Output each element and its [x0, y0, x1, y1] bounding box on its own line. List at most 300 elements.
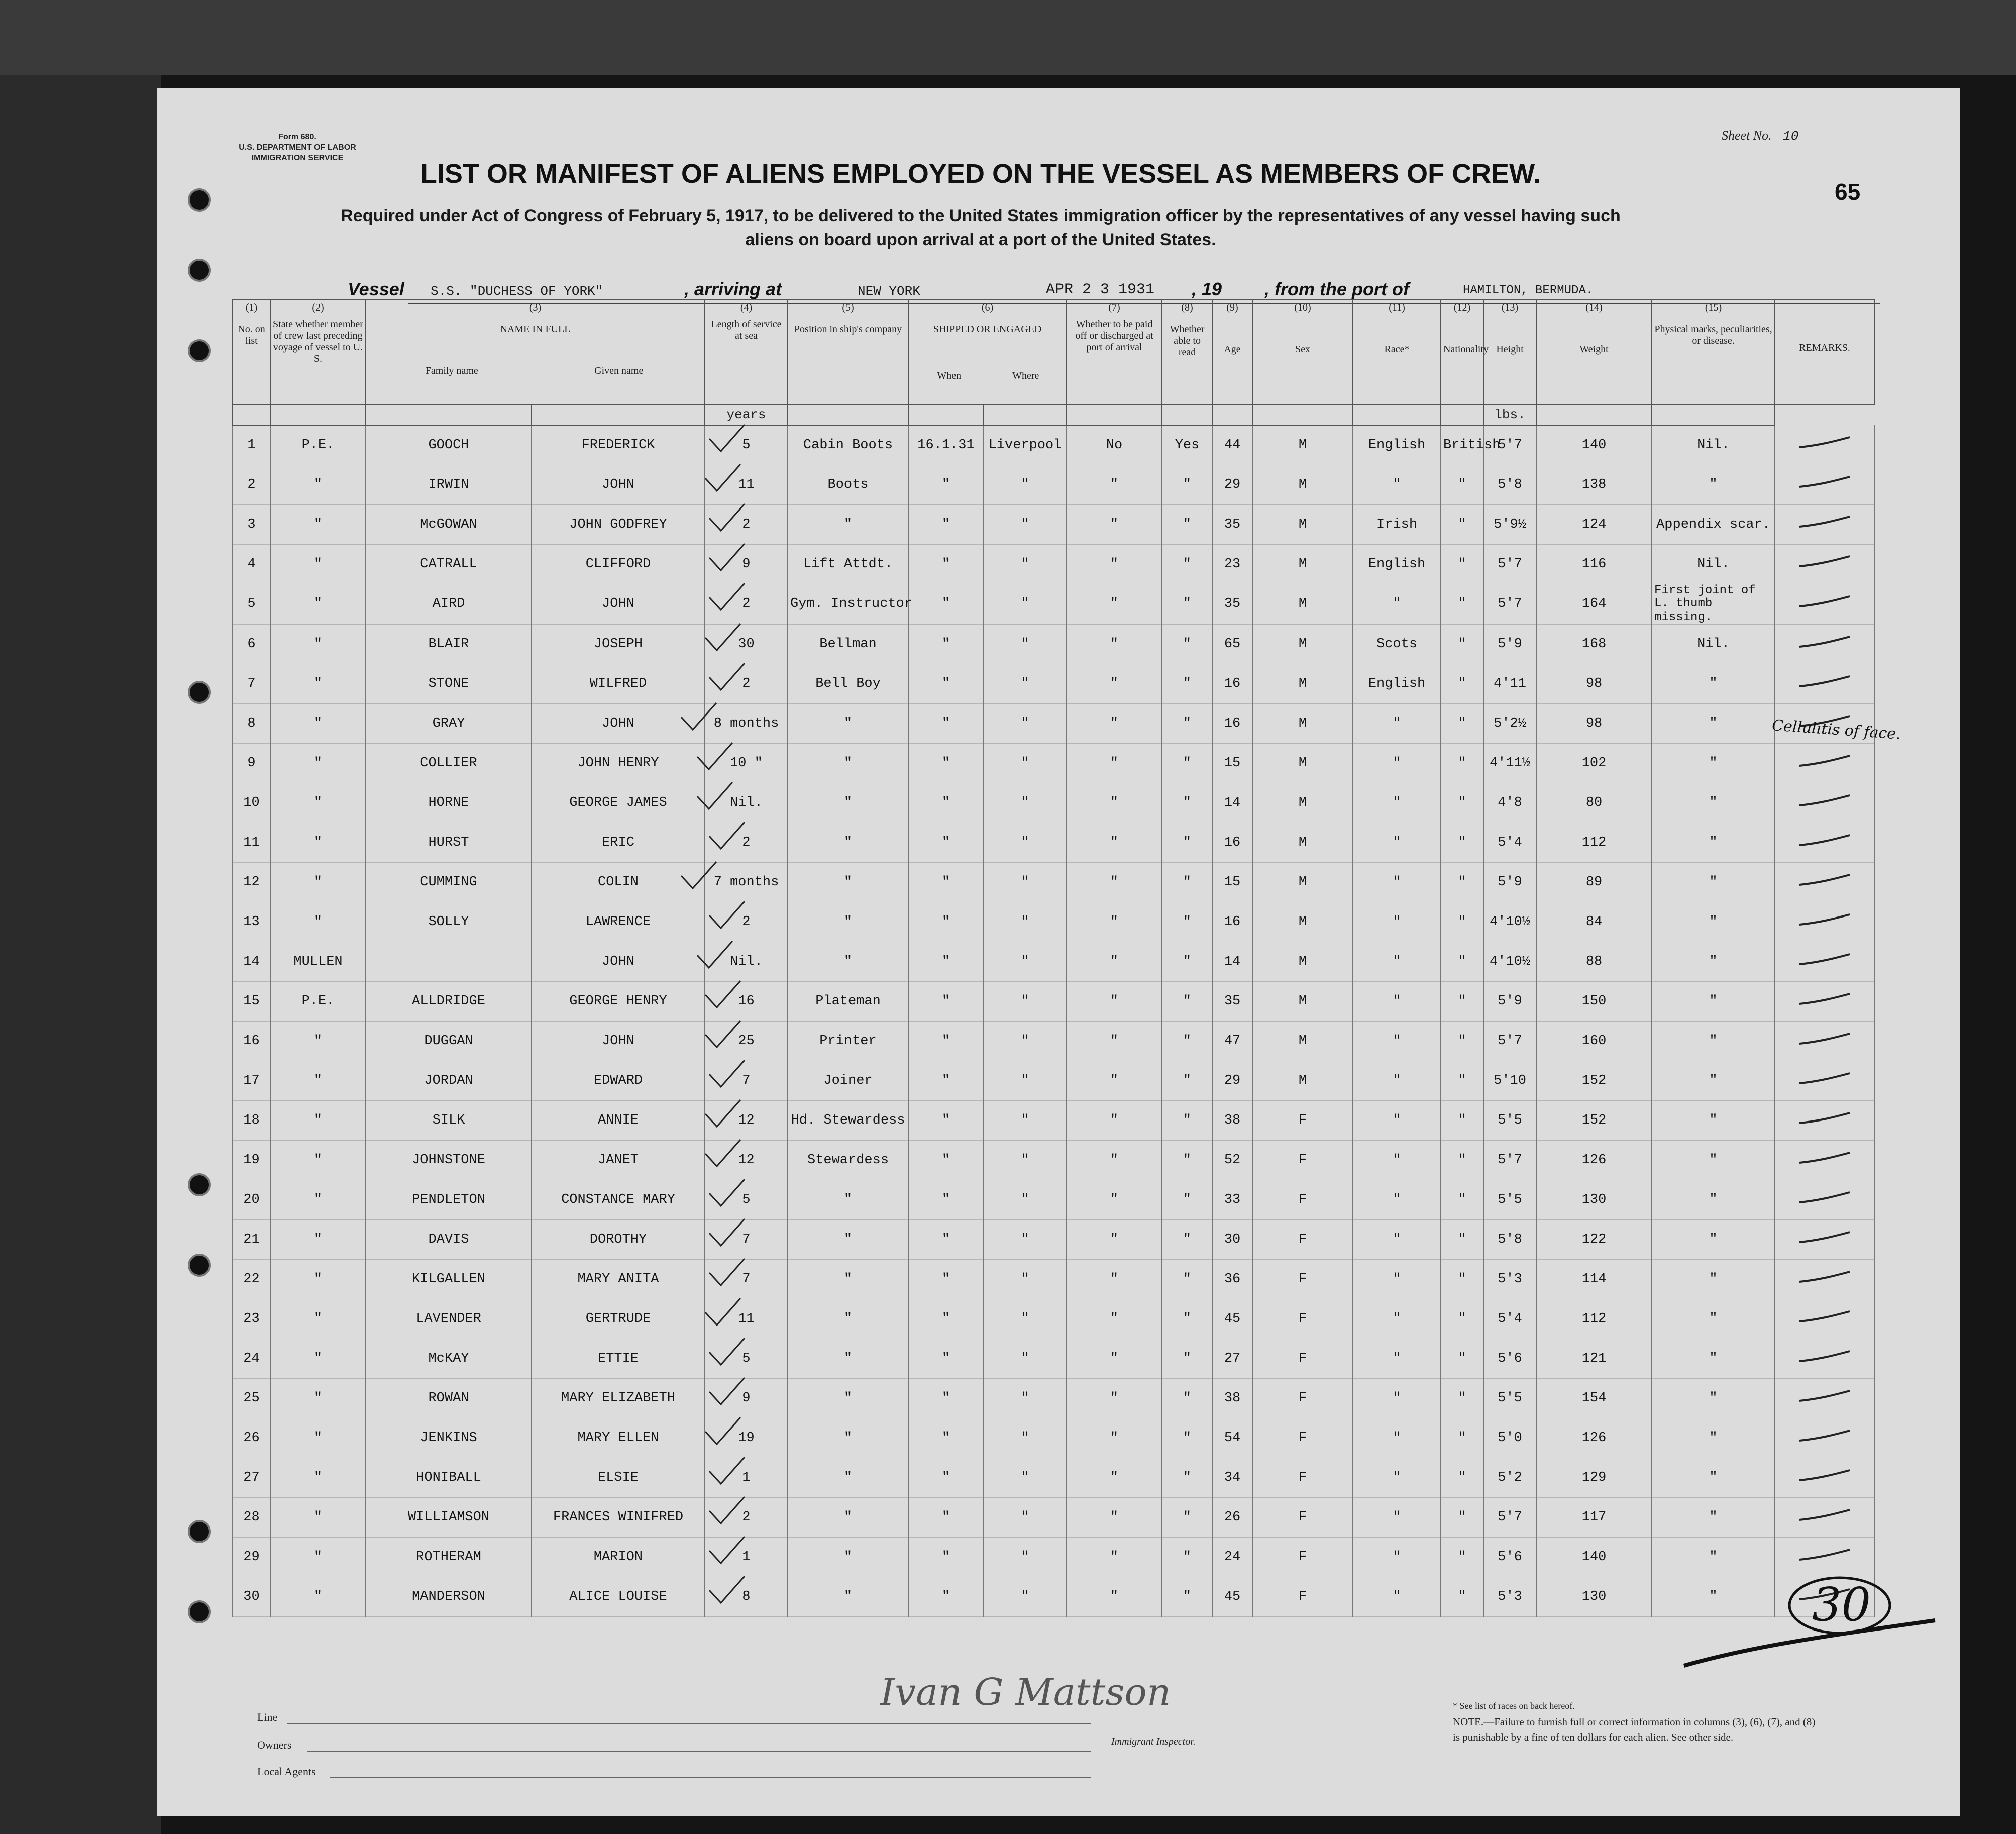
cell-no: 2	[233, 465, 270, 504]
year-label: , 19	[1192, 279, 1222, 299]
fine-note-line-1: NOTE.—Failure to furnish full or correct information in columns (3), (6), (7), and (8)	[1453, 1716, 1816, 1728]
cell-nationality: "	[1441, 1577, 1483, 1617]
cell-given: LAWRENCE	[532, 902, 705, 942]
cell-when: "	[908, 465, 984, 504]
cell-when: "	[908, 1141, 984, 1180]
cell-weight: 152	[1536, 1061, 1652, 1101]
cell-given: GEORGE JAMES	[532, 783, 705, 823]
check-mark	[707, 821, 747, 851]
cell-weight: 140	[1536, 425, 1652, 465]
cell-position: "	[788, 744, 908, 783]
cell-where: "	[984, 1577, 1067, 1617]
cell-weight: 112	[1536, 1299, 1652, 1339]
cell-marks: Nil.	[1652, 625, 1775, 664]
table-row	[233, 1101, 1874, 1141]
cell-weight: 112	[1536, 823, 1652, 863]
col-weight-header: (14) Weight	[1536, 299, 1652, 405]
cell-where: "	[984, 783, 1067, 823]
col-marks-header: (15) Physical marks, peculiarities, or disease.	[1652, 299, 1775, 405]
cell-given: MARY ANITA	[532, 1260, 705, 1299]
cell-given: COLIN	[532, 863, 705, 902]
cell-height: 4'10½	[1483, 942, 1536, 982]
cell-where: "	[984, 625, 1067, 664]
cell-no: 30	[233, 1577, 270, 1617]
cell-marks: "	[1652, 1498, 1775, 1538]
cell-age: 35	[1212, 584, 1252, 624]
cell-weight: 124	[1536, 504, 1652, 544]
cell-prev: "	[270, 1498, 366, 1538]
cell-sex: M	[1252, 544, 1353, 584]
cell-height: 5'8	[1483, 1220, 1536, 1260]
cell-remarks	[1775, 982, 1874, 1022]
cell-weight: 168	[1536, 625, 1652, 664]
cell-paid: "	[1067, 664, 1162, 704]
table-row	[233, 1022, 1874, 1061]
cell-read: "	[1162, 942, 1212, 982]
cell-service: 2	[705, 504, 788, 544]
binder-hole	[188, 681, 211, 704]
cell-age: 36	[1212, 1260, 1252, 1299]
cell-no: 28	[233, 1498, 270, 1538]
sheet-label: Sheet No.	[1722, 128, 1772, 143]
cell-family: McKAY	[366, 1339, 532, 1379]
cell-weight: 121	[1536, 1339, 1652, 1379]
cell-given: FRANCES WINIFRED	[532, 1498, 705, 1538]
cell-family: MANDERSON	[366, 1577, 532, 1617]
cell-race: "	[1353, 982, 1441, 1022]
cell-service: 2	[705, 902, 788, 942]
cell-service: 8	[705, 1577, 788, 1617]
cell-service: 5	[705, 1339, 788, 1379]
cell-sex: F	[1252, 1538, 1353, 1577]
cell-read: "	[1162, 704, 1212, 744]
cell-age: 15	[1212, 863, 1252, 902]
cell-weight: 80	[1536, 783, 1652, 823]
table-row	[233, 902, 1874, 942]
cell-remarks	[1775, 465, 1874, 504]
cell-weight: 117	[1536, 1498, 1652, 1538]
table-row	[233, 1418, 1874, 1458]
when-header: When	[937, 370, 962, 381]
cell-service: 10 "	[705, 744, 788, 783]
cell-age: 27	[1212, 1339, 1252, 1379]
cell-position: "	[788, 504, 908, 544]
table-row	[233, 1061, 1874, 1101]
vessel-name: S.S. "DUCHESS OF YORK"	[431, 284, 603, 299]
cell-race: "	[1353, 704, 1441, 744]
cell-height: 5'7	[1483, 1022, 1536, 1061]
cell-marks: "	[1652, 1260, 1775, 1299]
cell-remarks	[1775, 1339, 1874, 1379]
cell-nationality: "	[1441, 1061, 1483, 1101]
cell-age: 16	[1212, 704, 1252, 744]
cell-given: ANNIE	[532, 1101, 705, 1141]
cell-marks: "	[1652, 1180, 1775, 1220]
cell-sex: F	[1252, 1577, 1353, 1617]
cell-no: 10	[233, 783, 270, 823]
check-mark	[707, 1059, 747, 1089]
cell-paid: "	[1067, 625, 1162, 664]
sheet-no: 10	[1783, 129, 1799, 144]
cell-family: CATRALL	[366, 544, 532, 584]
inspector-signature: Ivan G Mattson	[880, 1671, 1171, 1714]
cell-service: 11	[705, 1299, 788, 1339]
cell-given: FREDERICK	[532, 425, 705, 465]
cell-read: "	[1162, 1498, 1212, 1538]
cell-family: ROTHERAM	[366, 1538, 532, 1577]
cell-paid: "	[1067, 823, 1162, 863]
cell-height: 5'9½	[1483, 504, 1536, 544]
cell-position: "	[788, 823, 908, 863]
check-mark	[703, 1416, 743, 1447]
cell-remarks	[1775, 1101, 1874, 1141]
cell-remarks	[1775, 425, 1874, 465]
table-row	[233, 783, 1874, 823]
cell-position: "	[788, 863, 908, 902]
cell-weight: 154	[1536, 1379, 1652, 1418]
check-mark	[707, 543, 747, 573]
cell-position: "	[788, 1458, 908, 1498]
line-label: Line	[257, 1711, 278, 1723]
local-agents-label: Local Agents	[257, 1765, 316, 1778]
cell-age: 14	[1212, 942, 1252, 982]
binder-hole	[188, 1600, 211, 1623]
cell-weight: 164	[1536, 584, 1652, 624]
cell-where: "	[984, 664, 1067, 704]
check-mark	[679, 702, 719, 732]
cell-position: "	[788, 1299, 908, 1339]
cell-sex: M	[1252, 902, 1353, 942]
cell-family: PENDLETON	[366, 1180, 532, 1220]
cell-remarks	[1775, 902, 1874, 942]
cell-prev: "	[270, 1339, 366, 1379]
cell-height: 5'8	[1483, 465, 1536, 504]
cell-prev: "	[270, 1299, 366, 1339]
cell-nationality: "	[1441, 1022, 1483, 1061]
cell-position: "	[788, 1220, 908, 1260]
cell-race: "	[1353, 744, 1441, 783]
cell-age: 54	[1212, 1418, 1252, 1458]
cell-remarks	[1775, 1141, 1874, 1180]
cell-prev: "	[270, 1418, 366, 1458]
cell-given: MARY ELLEN	[532, 1418, 705, 1458]
table-row	[233, 1498, 1874, 1538]
cell-read: "	[1162, 1458, 1212, 1498]
table-row	[233, 1458, 1874, 1498]
vessel-label: Vessel	[348, 279, 404, 299]
cell-paid: "	[1067, 783, 1162, 823]
cell-prev: "	[270, 744, 366, 783]
cell-nationality: "	[1441, 783, 1483, 823]
cell-sex: M	[1252, 425, 1353, 465]
cell-prev: "	[270, 664, 366, 704]
cell-height: 5'10	[1483, 1061, 1536, 1101]
check-mark	[707, 424, 747, 454]
cell-given: DOROTHY	[532, 1220, 705, 1260]
cell-given: JOHN	[532, 465, 705, 504]
remark-tick	[1794, 1071, 1855, 1086]
binder-hole	[188, 259, 211, 282]
cell-sex: M	[1252, 863, 1353, 902]
check-mark	[707, 1496, 747, 1526]
cell-sex: F	[1252, 1180, 1353, 1220]
cell-no: 17	[233, 1061, 270, 1101]
cell-paid: "	[1067, 863, 1162, 902]
cell-where: "	[984, 744, 1067, 783]
cell-nationality: British	[1441, 425, 1483, 465]
cell-race: "	[1353, 1339, 1441, 1379]
table-row	[233, 823, 1874, 863]
cell-marks: "	[1652, 664, 1775, 704]
cell-age: 33	[1212, 1180, 1252, 1220]
cell-race: "	[1353, 783, 1441, 823]
cell-given: JOHN	[532, 704, 705, 744]
cell-marks: "	[1652, 1141, 1775, 1180]
cell-paid: "	[1067, 1538, 1162, 1577]
cell-race: English	[1353, 425, 1441, 465]
table-row	[233, 863, 1874, 902]
cell-when: "	[908, 1339, 984, 1379]
cell-prev: "	[270, 504, 366, 544]
cell-read: "	[1162, 1141, 1212, 1180]
table-row	[233, 982, 1874, 1022]
cell-paid: "	[1067, 1180, 1162, 1220]
cell-family: KILGALLEN	[366, 1260, 532, 1299]
cell-weight: 88	[1536, 942, 1652, 982]
cell-race: "	[1353, 1180, 1441, 1220]
cell-service: 1	[705, 1458, 788, 1498]
cell-weight: 160	[1536, 1022, 1652, 1061]
cell-service: 30	[705, 625, 788, 664]
cell-nationality: "	[1441, 1141, 1483, 1180]
cell-service: 5	[705, 425, 788, 465]
binder-hole	[188, 1520, 211, 1543]
cell-sex: M	[1252, 664, 1353, 704]
cell-remarks	[1775, 1061, 1874, 1101]
cell-family: JORDAN	[366, 1061, 532, 1101]
remark-tick	[1794, 1548, 1855, 1563]
cell-family: LAVENDER	[366, 1299, 532, 1339]
cell-given: JOHN	[532, 1022, 705, 1061]
cell-age: 29	[1212, 1061, 1252, 1101]
cell-race: "	[1353, 942, 1441, 982]
cell-marks: Appendix scar.	[1652, 504, 1775, 544]
where-header: Where	[1012, 370, 1039, 381]
cell-weight: 122	[1536, 1220, 1652, 1260]
cell-marks: "	[1652, 1299, 1775, 1339]
cell-no: 15	[233, 982, 270, 1022]
cell-prev: "	[270, 902, 366, 942]
cell-marks: "	[1652, 1458, 1775, 1498]
cell-service: 9	[705, 1379, 788, 1418]
cell-when: "	[908, 1101, 984, 1141]
col-race-header: (11) Race*	[1353, 299, 1441, 405]
cell-paid: "	[1067, 744, 1162, 783]
table-row	[233, 1180, 1874, 1220]
cell-weight: 98	[1536, 704, 1652, 744]
cell-marks: "	[1652, 465, 1775, 504]
cell-prev: "	[270, 1538, 366, 1577]
table-row	[233, 1538, 1874, 1577]
cell-race: "	[1353, 1299, 1441, 1339]
cell-no: 16	[233, 1022, 270, 1061]
cell-height: 5'2	[1483, 1458, 1536, 1498]
cell-prev: "	[270, 1220, 366, 1260]
cell-marks: "	[1652, 1220, 1775, 1260]
cell-sex: M	[1252, 744, 1353, 783]
cell-position: Printer	[788, 1022, 908, 1061]
backing-sheet	[0, 0, 2016, 75]
cell-nationality: "	[1441, 1418, 1483, 1458]
arrival-port: NEW YORK	[858, 284, 920, 299]
remark-tick	[1794, 1190, 1855, 1205]
cell-age: 15	[1212, 744, 1252, 783]
cell-sex: F	[1252, 1458, 1353, 1498]
cell-marks: "	[1652, 1101, 1775, 1141]
cell-paid: "	[1067, 704, 1162, 744]
cell-weight: 126	[1536, 1418, 1652, 1458]
check-mark	[703, 1139, 743, 1169]
cell-race: "	[1353, 1418, 1441, 1458]
cell-family: WILLIAMSON	[366, 1498, 532, 1538]
cell-service: 16	[705, 982, 788, 1022]
cell-where: "	[984, 1379, 1067, 1418]
cell-no: 12	[233, 863, 270, 902]
check-mark	[695, 940, 735, 970]
cell-marks: "	[1652, 1061, 1775, 1101]
cell-read: "	[1162, 584, 1212, 624]
cell-race: "	[1353, 902, 1441, 942]
cell-marks: "	[1652, 1379, 1775, 1418]
closing-stroke	[1679, 1615, 1940, 1676]
cell-nationality: "	[1441, 704, 1483, 744]
cell-height: 4'8	[1483, 783, 1536, 823]
cell-when: "	[908, 1379, 984, 1418]
cell-nationality: "	[1441, 1180, 1483, 1220]
cell-nationality: "	[1441, 1260, 1483, 1299]
col-age-header: (9) Age	[1212, 299, 1252, 405]
cell-service: 2	[705, 1498, 788, 1538]
from-label: , from the port of	[1264, 279, 1409, 299]
cell-no: 18	[233, 1101, 270, 1141]
cell-service: 5	[705, 1180, 788, 1220]
cell-height: 4'11½	[1483, 744, 1536, 783]
cell-no: 5	[233, 584, 270, 624]
cell-when: "	[908, 1022, 984, 1061]
cell-family: GRAY	[366, 704, 532, 744]
cell-read: "	[1162, 1299, 1212, 1339]
cell-weight: 150	[1536, 982, 1652, 1022]
total-count: 30	[1812, 1578, 1871, 1632]
cell-prev: "	[270, 625, 366, 664]
cell-service: 9	[705, 544, 788, 584]
years-unit: years	[705, 405, 788, 425]
cell-position: "	[788, 704, 908, 744]
footer-rule	[287, 1723, 1091, 1724]
cell-nationality: "	[1441, 1101, 1483, 1141]
cell-weight: 89	[1536, 863, 1652, 902]
cell-race: "	[1353, 584, 1441, 624]
cell-where: "	[984, 1101, 1067, 1141]
cell-weight: 116	[1536, 544, 1652, 584]
cell-read: "	[1162, 902, 1212, 942]
cell-age: 38	[1212, 1101, 1252, 1141]
page-number: 65	[1835, 179, 1861, 205]
cell-age: 14	[1212, 783, 1252, 823]
cell-read: "	[1162, 664, 1212, 704]
cell-age: 23	[1212, 544, 1252, 584]
cell-read: "	[1162, 1260, 1212, 1299]
cell-when: "	[908, 584, 984, 624]
cell-race: "	[1353, 1022, 1441, 1061]
cell-weight: 102	[1536, 744, 1652, 783]
cell-given: ETTIE	[532, 1339, 705, 1379]
cell-service: 2	[705, 664, 788, 704]
cell-family	[366, 942, 532, 982]
cell-paid: "	[1067, 1260, 1162, 1299]
cell-paid: "	[1067, 1379, 1162, 1418]
cell-no: 23	[233, 1299, 270, 1339]
cell-paid: "	[1067, 1061, 1162, 1101]
cell-prev: "	[270, 1379, 366, 1418]
subtitle-line-2: aliens on board upon arrival at a port of the United States.	[745, 230, 1216, 249]
from-port: HAMILTON, BERMUDA.	[1463, 284, 1594, 297]
cell-race: "	[1353, 1379, 1441, 1418]
cell-height: 5'9	[1483, 982, 1536, 1022]
form-number: Form 680.	[278, 133, 316, 141]
table-row	[233, 664, 1874, 704]
cell-height: 5'6	[1483, 1339, 1536, 1379]
cell-prev: "	[270, 584, 366, 624]
cell-where: "	[984, 704, 1067, 744]
cell-read: "	[1162, 1061, 1212, 1101]
check-mark	[707, 503, 747, 533]
cell-paid: No	[1067, 425, 1162, 465]
cell-paid: "	[1067, 1498, 1162, 1538]
cell-remarks	[1775, 1022, 1874, 1061]
cell-no: 6	[233, 625, 270, 664]
cell-marks: "	[1652, 1339, 1775, 1379]
cell-remarks	[1775, 1180, 1874, 1220]
cell-race: "	[1353, 1538, 1441, 1577]
lbs-unit: lbs.	[1483, 405, 1536, 425]
check-mark	[695, 742, 735, 772]
check-mark	[707, 1258, 747, 1288]
cell-when: "	[908, 704, 984, 744]
remark-row-8: Cellulitis of face.	[1771, 717, 1901, 743]
cell-remarks	[1775, 544, 1874, 584]
cell-height: 5'7	[1483, 584, 1536, 624]
cell-given: CLIFFORD	[532, 544, 705, 584]
cell-no: 4	[233, 544, 270, 584]
cell-service: 1	[705, 1538, 788, 1577]
cell-nationality: "	[1441, 465, 1483, 504]
cell-given: CONSTANCE MARY	[532, 1180, 705, 1220]
remark-tick	[1794, 635, 1855, 650]
cell-where: "	[984, 1498, 1067, 1538]
cell-age: 38	[1212, 1379, 1252, 1418]
cell-given: MARY ELIZABETH	[532, 1379, 705, 1418]
col-prev-voyage-header: (2) State whether member of crew last preceding voyage of vessel to U. S.	[270, 299, 366, 405]
cell-service: 7 months	[705, 863, 788, 902]
cell-marks: "	[1652, 744, 1775, 783]
cell-remarks	[1775, 1498, 1874, 1538]
cell-read: "	[1162, 1379, 1212, 1418]
cell-family: SOLLY	[366, 902, 532, 942]
cell-service: 12	[705, 1101, 788, 1141]
cell-when: "	[908, 863, 984, 902]
remark-tick	[1794, 1429, 1855, 1444]
